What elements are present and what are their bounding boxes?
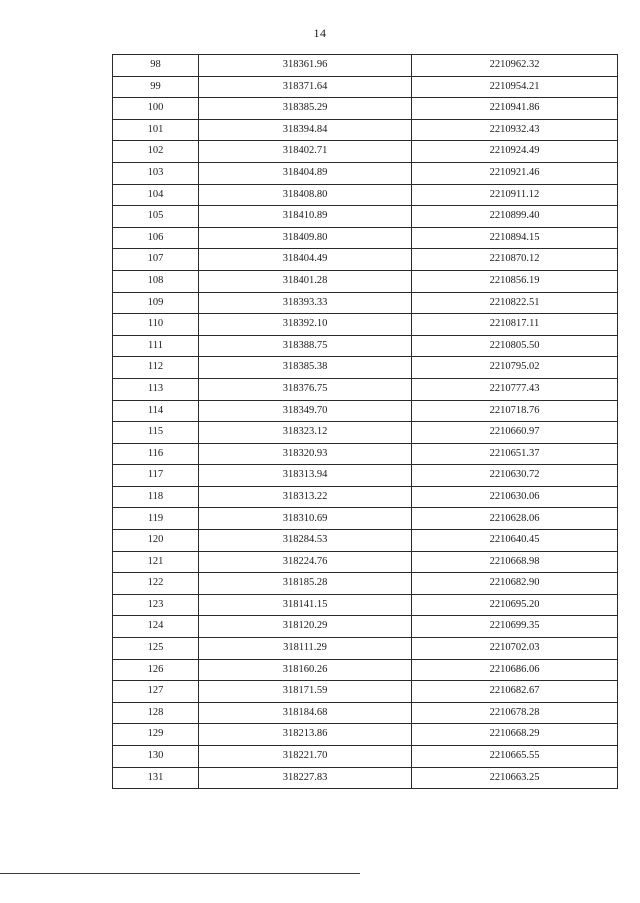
point-number-cell: 119 (113, 508, 199, 530)
table-row (113, 702, 618, 724)
point-number-cell: 114 (113, 400, 199, 422)
y-coordinate-cell: 2210682.67 (412, 681, 618, 703)
table-row (113, 141, 618, 163)
coordinate-table (112, 54, 618, 789)
y-coordinate-cell: 2210822.51 (412, 292, 618, 314)
x-coordinate-cell: 318410.89 (199, 206, 412, 228)
table-row (113, 55, 618, 77)
y-coordinate-cell: 2210924.49 (412, 141, 618, 163)
y-coordinate-cell: 2210668.29 (412, 724, 618, 746)
table-row (113, 594, 618, 616)
point-number-cell: 123 (113, 594, 199, 616)
x-coordinate-cell: 318385.38 (199, 357, 412, 379)
point-number-cell: 126 (113, 659, 199, 681)
y-coordinate-cell: 2210628.06 (412, 508, 618, 530)
x-coordinate-cell: 318404.49 (199, 249, 412, 271)
x-coordinate-cell: 318388.75 (199, 335, 412, 357)
y-coordinate-cell: 2210954.21 (412, 76, 618, 98)
point-number-cell: 131 (113, 767, 199, 789)
point-number-cell: 103 (113, 162, 199, 184)
y-coordinate-cell: 2210962.32 (412, 55, 618, 77)
y-coordinate-cell: 2210911.12 (412, 184, 618, 206)
y-coordinate-cell: 2210699.35 (412, 616, 618, 638)
point-number-cell: 106 (113, 227, 199, 249)
table-row (113, 227, 618, 249)
y-coordinate-cell: 2210941.86 (412, 98, 618, 120)
table-row (113, 422, 618, 444)
y-coordinate-cell: 2210805.50 (412, 335, 618, 357)
table-row (113, 400, 618, 422)
point-number-cell: 99 (113, 76, 199, 98)
point-number-cell: 113 (113, 378, 199, 400)
x-coordinate-cell: 318349.70 (199, 400, 412, 422)
table-row (113, 378, 618, 400)
y-coordinate-cell: 2210668.98 (412, 551, 618, 573)
table-row (113, 508, 618, 530)
y-coordinate-cell: 2210630.72 (412, 465, 618, 487)
x-coordinate-cell: 318392.10 (199, 314, 412, 336)
x-coordinate-cell: 318393.33 (199, 292, 412, 314)
y-coordinate-cell: 2210663.25 (412, 767, 618, 789)
table-row (113, 162, 618, 184)
x-coordinate-cell: 318313.94 (199, 465, 412, 487)
point-number-cell: 125 (113, 638, 199, 660)
table-row (113, 184, 618, 206)
y-coordinate-cell: 2210932.43 (412, 119, 618, 141)
y-coordinate-cell: 2210718.76 (412, 400, 618, 422)
footer-rule (0, 873, 360, 874)
x-coordinate-cell: 318120.29 (199, 616, 412, 638)
y-coordinate-cell: 2210817.11 (412, 314, 618, 336)
table-row (113, 206, 618, 228)
point-number-cell: 115 (113, 422, 199, 444)
x-coordinate-cell: 318376.75 (199, 378, 412, 400)
table-row (113, 335, 618, 357)
x-coordinate-cell: 318284.53 (199, 530, 412, 552)
y-coordinate-cell: 2210856.19 (412, 270, 618, 292)
point-number-cell: 108 (113, 270, 199, 292)
x-coordinate-cell: 318313.22 (199, 486, 412, 508)
x-coordinate-cell: 318224.76 (199, 551, 412, 573)
point-number-cell: 100 (113, 98, 199, 120)
x-coordinate-cell: 318323.12 (199, 422, 412, 444)
table-row (113, 98, 618, 120)
table-row (113, 530, 618, 552)
x-coordinate-cell: 318409.80 (199, 227, 412, 249)
point-number-cell: 127 (113, 681, 199, 703)
table-row (113, 357, 618, 379)
point-number-cell: 122 (113, 573, 199, 595)
y-coordinate-cell: 2210630.06 (412, 486, 618, 508)
point-number-cell: 130 (113, 746, 199, 768)
table-row (113, 486, 618, 508)
page-number: 14 (313, 26, 327, 40)
point-number-cell: 98 (113, 55, 199, 77)
point-number-cell: 104 (113, 184, 199, 206)
x-coordinate-cell: 318171.59 (199, 681, 412, 703)
y-coordinate-cell: 2210678.28 (412, 702, 618, 724)
x-coordinate-cell: 318361.96 (199, 55, 412, 77)
point-number-cell: 129 (113, 724, 199, 746)
y-coordinate-cell: 2210921.46 (412, 162, 618, 184)
y-coordinate-cell: 2210777.43 (412, 378, 618, 400)
x-coordinate-cell: 318371.64 (199, 76, 412, 98)
table-row (113, 659, 618, 681)
point-number-cell: 128 (113, 702, 199, 724)
table-row (113, 443, 618, 465)
y-coordinate-cell: 2210795.02 (412, 357, 618, 379)
table-row (113, 465, 618, 487)
point-number-cell: 112 (113, 357, 199, 379)
table-row (113, 573, 618, 595)
table-row (113, 638, 618, 660)
x-coordinate-cell: 318141.15 (199, 594, 412, 616)
x-coordinate-cell: 318310.69 (199, 508, 412, 530)
point-number-cell: 118 (113, 486, 199, 508)
y-coordinate-cell: 2210702.03 (412, 638, 618, 660)
point-number-cell: 117 (113, 465, 199, 487)
x-coordinate-cell: 318408.80 (199, 184, 412, 206)
x-coordinate-cell: 318320.93 (199, 443, 412, 465)
point-number-cell: 116 (113, 443, 199, 465)
point-number-cell: 110 (113, 314, 199, 336)
x-coordinate-cell: 318401.28 (199, 270, 412, 292)
table-row (113, 270, 618, 292)
x-coordinate-cell: 318402.71 (199, 141, 412, 163)
point-number-cell: 124 (113, 616, 199, 638)
point-number-cell: 109 (113, 292, 199, 314)
point-number-cell: 121 (113, 551, 199, 573)
x-coordinate-cell: 318160.26 (199, 659, 412, 681)
y-coordinate-cell: 2210651.37 (412, 443, 618, 465)
table-row (113, 767, 618, 789)
table-row (113, 249, 618, 271)
y-coordinate-cell: 2210665.55 (412, 746, 618, 768)
table-row (113, 616, 618, 638)
table-row (113, 314, 618, 336)
point-number-cell: 107 (113, 249, 199, 271)
y-coordinate-cell: 2210695.20 (412, 594, 618, 616)
table-row (113, 681, 618, 703)
y-coordinate-cell: 2210686.06 (412, 659, 618, 681)
point-number-cell: 101 (113, 119, 199, 141)
x-coordinate-cell: 318394.84 (199, 119, 412, 141)
point-number-cell: 111 (113, 335, 199, 357)
x-coordinate-cell: 318184.68 (199, 702, 412, 724)
x-coordinate-cell: 318385.29 (199, 98, 412, 120)
x-coordinate-cell: 318111.29 (199, 638, 412, 660)
y-coordinate-cell: 2210660.97 (412, 422, 618, 444)
y-coordinate-cell: 2210894.15 (412, 227, 618, 249)
x-coordinate-cell: 318227.83 (199, 767, 412, 789)
y-coordinate-cell: 2210870.12 (412, 249, 618, 271)
y-coordinate-cell: 2210640.45 (412, 530, 618, 552)
y-coordinate-cell: 2210899.40 (412, 206, 618, 228)
table-row (113, 746, 618, 768)
table-row (113, 119, 618, 141)
table-row (113, 551, 618, 573)
x-coordinate-cell: 318404.89 (199, 162, 412, 184)
x-coordinate-cell: 318185.28 (199, 573, 412, 595)
point-number-cell: 105 (113, 206, 199, 228)
y-coordinate-cell: 2210682.90 (412, 573, 618, 595)
point-number-cell: 120 (113, 530, 199, 552)
x-coordinate-cell: 318221.70 (199, 746, 412, 768)
x-coordinate-cell: 318213.86 (199, 724, 412, 746)
table-row (113, 724, 618, 746)
coordinate-table-body (113, 55, 618, 789)
table-row (113, 76, 618, 98)
point-number-cell: 102 (113, 141, 199, 163)
table-row (113, 292, 618, 314)
